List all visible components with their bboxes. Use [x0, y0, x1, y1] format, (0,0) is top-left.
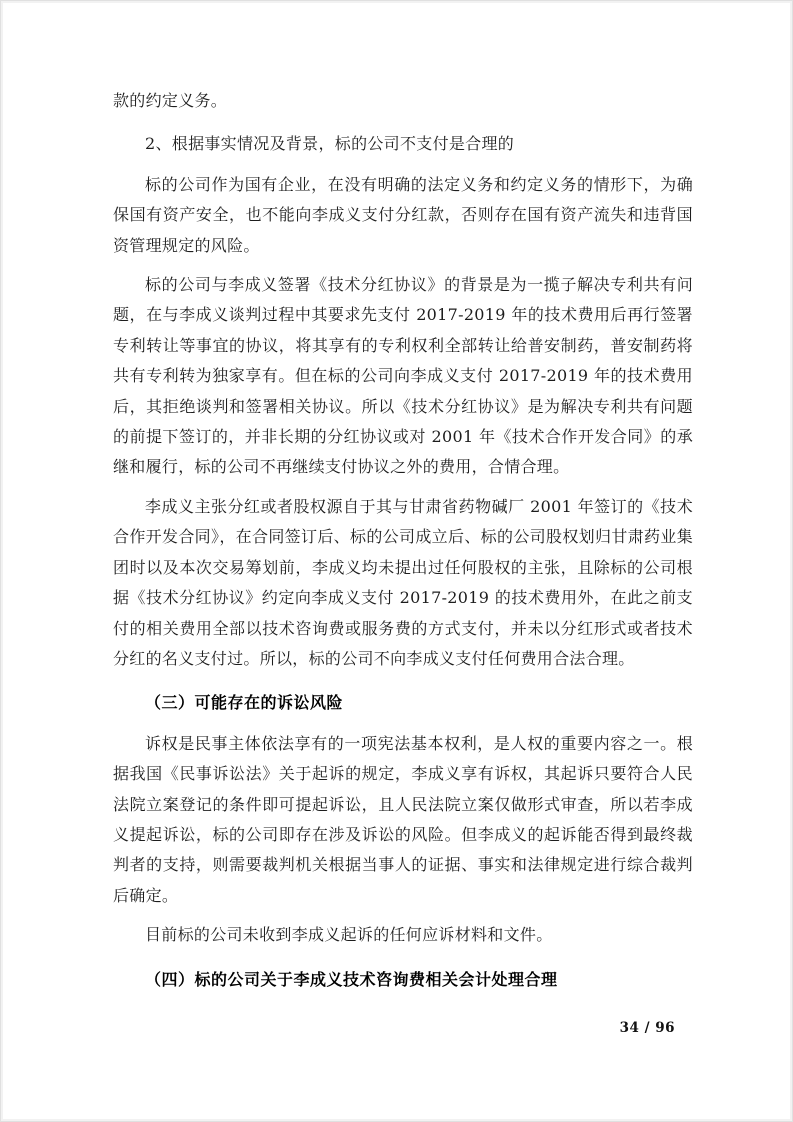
paragraph: 标的公司与李成义签署《技术分红协议》的背景是为一揽子解决专利共有问题，在与李成义谈判过程中其要求先支付 2017-2019 年的技术费用后再行签署专利转让等事宜的协议，将其享有的专利权利全部转让给普安制药，普安制药将共有专利转为独家享有。但在标的公司向李成义支付 2017-2019 年的技术费用后，其拒绝谈判和签署相关协议。所以《技术分红协议》是为解决专利共有问题的前提下签订的，并非长期的分红协议或对 2001 年《技术合作开发合同》的承继和履行，标的公司不再继续支付协议之外的费用，合情合理。 — [113, 275, 693, 477]
page-number: 34 / 96 — [619, 1020, 675, 1036]
paragraph: 李成义主张分红或者股权源自于其与甘肃省药物碱厂 2001 年签订的《技术合作开发合同》，在合同签订后、标的公司成立后、标的公司股权划归甘肃药业集团时以及本次交易筹划前，李成义均未提出过任何股权的主张，且除标的公司根据《技术分红协议》约定向李成义支付 2017-2019 的技术费用外，在此之前支付的相关费用全部以技术咨询费或服务费的方式支付，并未以分红形式或者技术分红的名义支付过。所以，标的公司不向李成义支付任何费用合法合理。 — [113, 496, 693, 668]
paragraph: 标的公司作为国有企业，在没有明确的法定义务和约定义务的情形下，为确保国有资产安全，也不能向李成义支付分红款，否则存在国有资产流失和违背国资管理规定的风险。 — [113, 174, 693, 255]
document-text-block — [113, 86, 693, 1005]
numbered-subheading: 2、根据事实情况及背景，标的公司不支付是合理的 — [145, 134, 515, 154]
paragraph: 目前标的公司未收到李成义起诉的任何应诉材料和文件。 — [145, 925, 553, 945]
section-heading-4: （四）标的公司关于李成义技术咨询费相关会计处理合理 — [145, 969, 558, 989]
paragraph-continuation: 款的约定义务。 — [113, 91, 228, 110]
paragraph: 诉权是民事主体依法享有的一项宪法基本权利，是人权的重要内容之一。根据我国《民事诉讼法》关于起诉的规定，李成义享有诉权，其起诉只要符合人民法院立案登记的条件即可提起诉讼，且人民法院立案仅做形式审查，所以若李成义提起诉讼，标的公司即存在涉及诉讼的风险。但李成义的起诉能否得到最终裁判者的支持，则需要裁判机关根据当事人的证据、事实和法律规定进行综合裁判后确定。 — [113, 733, 693, 905]
section-heading-3: （三）可能存在的诉讼风险 — [145, 693, 344, 713]
